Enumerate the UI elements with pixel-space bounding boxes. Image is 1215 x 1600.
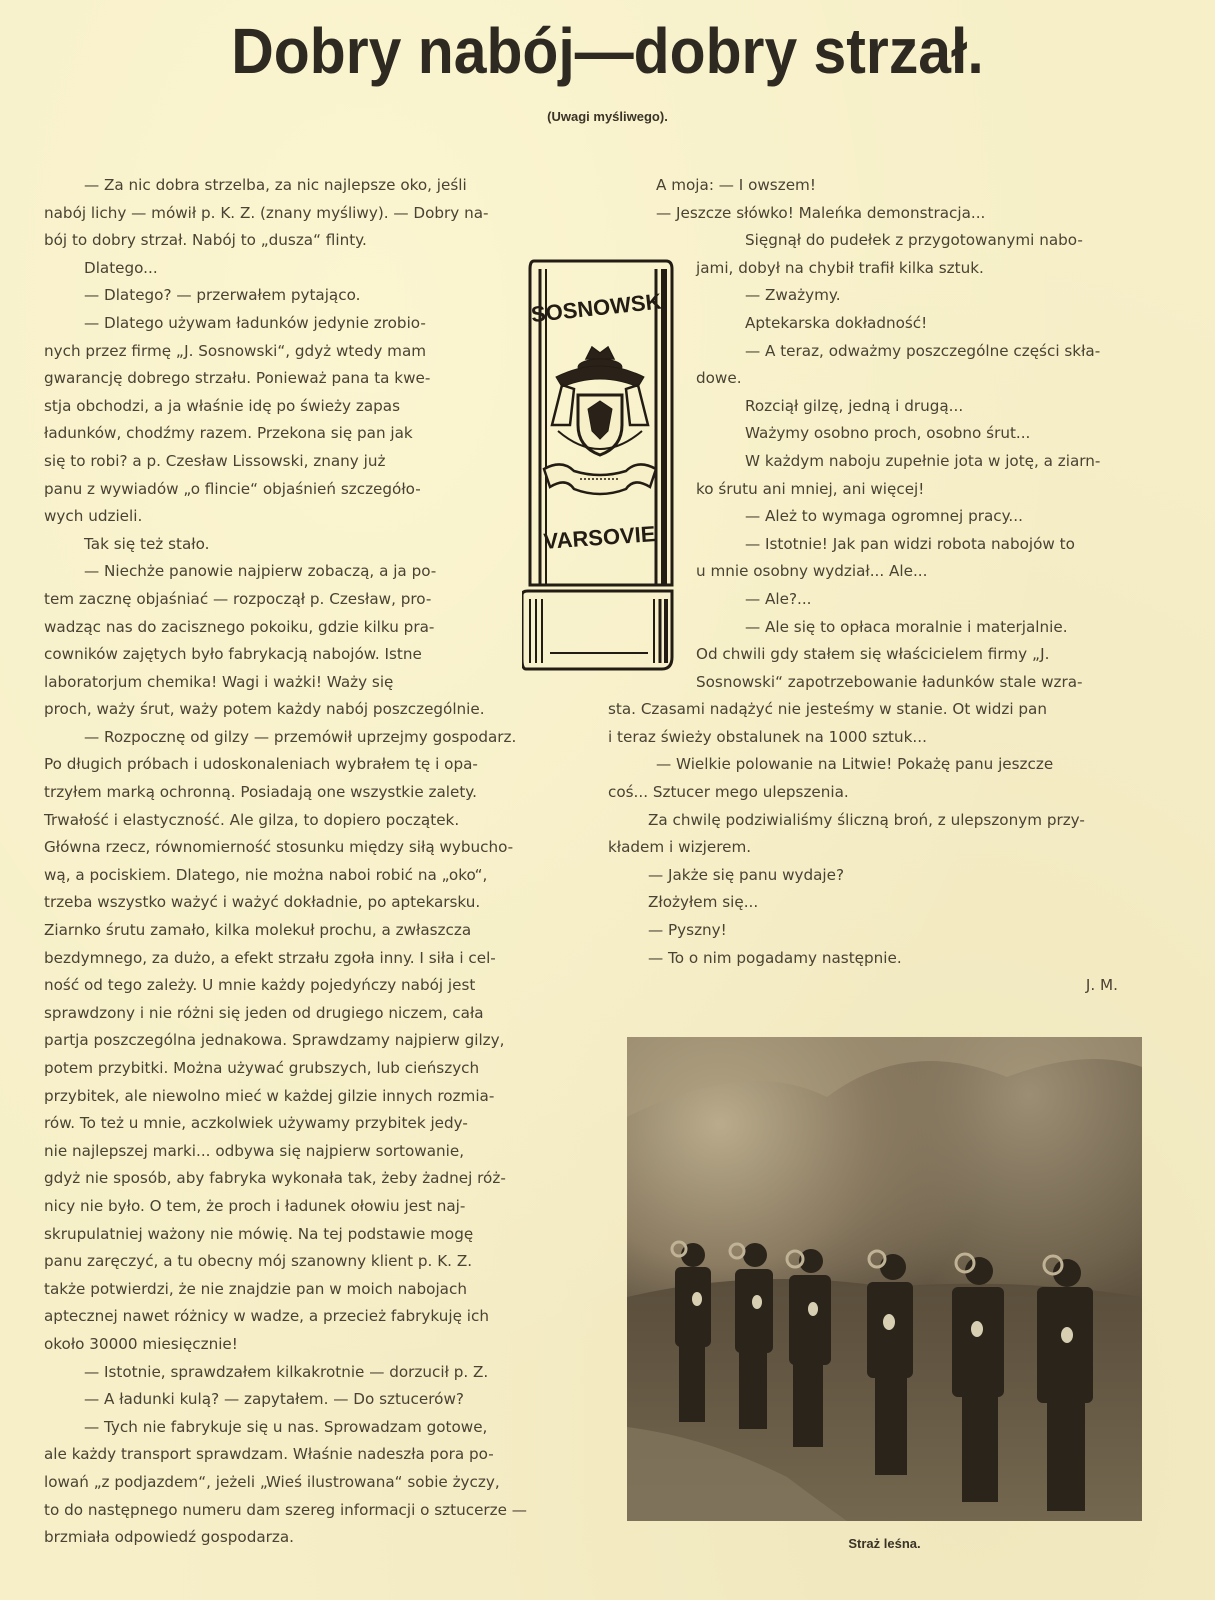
paragraph-line: około 30000 miesięcznie! — [44, 1334, 238, 1353]
hunting-horns — [672, 1242, 1062, 1274]
paragraph-line: Złożyłem się... — [648, 893, 759, 912]
paragraph-line: proch, waży śrut, waży potem każdy nabój poszczególnie. — [44, 700, 485, 719]
paragraph-line: Sosnowski“ zapotrzebowanie ładunków stale wzra- — [696, 672, 1083, 691]
paragraph-line: panu z wywiadów „o flincie“ objaśnień szczegóło- — [44, 479, 421, 498]
paragraph-line: wą, a pociskiem. Dlatego, nie można naboi robić na „oko“, — [44, 865, 488, 884]
paragraph-line: bezdymnego, za dużo, a efekt strzału zgoła inny. I siła i cel- — [44, 948, 496, 967]
paragraph-line: panu zaręczyć, a tu obecny mój szanowny klient p. K. Z. — [44, 1252, 473, 1271]
paragraph-line: brzmiała odpowiedź gospodarza. — [44, 1528, 294, 1547]
cartridge-city-text: VARSOVIE — [542, 521, 657, 554]
paragraph-line: potem przybitki. Można używać grubszych, lub cieńszych — [44, 1059, 480, 1077]
paragraph-line: sta. Czasami nadążyć nie jesteśmy w stanie. Ot widzi pan — [608, 700, 1047, 719]
photo-scene — [627, 1037, 1142, 1521]
article-title: Dobry nabój—dobry strzał. — [231, 15, 984, 87]
paragraph-line: dowe. — [696, 369, 742, 388]
photo-caption: Straż leśna. — [848, 1536, 921, 1551]
paragraph-line: trzyłem marką ochronną. Posiadają one wszystkie zalety. — [44, 783, 477, 802]
paragraph-line: wych udzieli. — [44, 507, 143, 526]
paragraph-line: W każdym naboju zupełnie jota w jotę, a ziarn- — [745, 451, 1101, 470]
paragraph-line: — Jeszcze słówko! Maleńka demonstracja... — [656, 203, 986, 222]
paragraph-line: Ziarnko śrutu zamało, kilka molekuł prochu, a zwłaszcza — [44, 921, 472, 940]
paragraph-line: — Za nic dobra strzelba, za nic najlepsze oko, jeśli — [84, 176, 467, 194]
paragraph-line: Główna rzecz, równomierność stosunku między siłą wybucho- — [44, 838, 514, 857]
paragraph-line: — Zważymy. — [745, 286, 841, 305]
cartridge-brand-text: SOSNOWSKI — [529, 287, 669, 328]
paragraph-line: Od chwili gdy stałem się właścicielem firmy „J. — [696, 645, 1050, 664]
paragraph-line: Dlatego... — [84, 258, 158, 277]
paragraph-line: — Wielkie polowanie na Litwie! Pokażę panu jeszcze — [656, 755, 1054, 774]
paragraph-line: tem zacznę objaśniać — rozpoczął p. Czesław, pro- — [44, 589, 432, 608]
paragraph-line: A moja: — I owszem! — [656, 176, 816, 194]
paragraph-line: nicy nie było. O tem, że proch i ładunek ołowiu jest naj- — [44, 1196, 466, 1215]
paragraph-line: coś... Sztucer mego ulepszenia. — [608, 783, 849, 802]
paragraph-line: — Istotnie! Jak pan widzi robota nabojów to — [745, 534, 1075, 553]
paragraph-line: Rozciął gilzę, jedną i drugą... — [745, 396, 964, 415]
paragraph-line: to do następnego numeru dam szereg informacji o sztucerze — — [44, 1500, 527, 1519]
paragraph-line: — Tych nie fabrykuje się u nas. Sprowadzam gotowe, — [84, 1417, 488, 1436]
paragraph-line: — Rozpocznę od gilzy — przemówił uprzejmy gospodarz. — [84, 727, 517, 746]
paragraph-line: ko śrutu ani mniej, ani więcej! — [696, 479, 925, 498]
paragraph-line: — A ładunki kulą? — zapytałem. — Do sztucerów? — [84, 1390, 464, 1409]
paragraph-line: trzeba wszystko ważyć i ważyć dokładnie, po aptekarsku. — [44, 893, 481, 912]
paragraph-line: — To o nim pogadamy następnie. — [648, 948, 902, 967]
paragraph-line: u mnie osobny wydział... Ale... — [696, 562, 928, 581]
paragraph-line: — Pyszny! — [648, 921, 727, 940]
paragraph-line: — Ależ to wymaga ogromnej pracy... — [745, 507, 1023, 526]
left-column — [44, 172, 589, 1552]
paragraph-line: — Istotnie, sprawdzałem kilkakrotnie — dorzucił p. Z. — [84, 1362, 489, 1381]
paragraph-line: cowników zajętych było fabrykacją nabojów. Istne — [44, 645, 422, 664]
paragraph-line: także potwierdzi, że nie znajdzie pan w moich nabojach — [44, 1279, 467, 1298]
paragraph-line: Sięgnął do pudełek z przygotowanymi nabo- — [745, 231, 1083, 250]
paragraph-line: bój to dobry strzał. Nabój to „dusza“ flinty. — [44, 231, 367, 250]
author-signature: J. M. — [1085, 976, 1118, 995]
paragraph-line: rów. To też u mnie, aczkolwiek używamy przybitek jedy- — [44, 1114, 468, 1133]
paragraph-line: nabój lichy — mówił p. K. Z. (znany myśliwy). — Dobry na- — [44, 203, 489, 222]
paragraph-line: nie najlepszej marki... odbywa się najpierw sortowanie, — [44, 1141, 465, 1160]
paragraph-line: ność od tego zależy. U mnie każdy pojedyńczy nabój jest — [44, 976, 476, 995]
paragraph-line: Za chwilę podziwialiśmy śliczną broń, z ulepszonym przy- — [648, 810, 1085, 829]
paragraph-line: sprawdzony i nie różni się jeden od drugiego niczem, cała — [44, 1003, 484, 1022]
paragraph-line: — Dlatego? — przerwałem pytająco. — [84, 286, 361, 305]
paragraph-line: lowań „z podjazdem“, jeżeli „Wieś ilustrowana“ sobie życzy, — [44, 1472, 500, 1491]
paragraph-line: wadząc nas do zacisznego pokoiku, gdzie kilku pra- — [44, 617, 435, 636]
forest-guard-photo — [627, 1037, 1142, 1521]
paragraph-line: aptecznej nawet różnicy w wadze, a przecież fabrykuję ich — [44, 1307, 489, 1326]
paragraph-line: ładunków, chodźmy razem. Przekona się pan jak — [44, 424, 413, 443]
paragraph-line: — Dlatego używam ładunków jedynie zrobio- — [84, 313, 426, 332]
right-column — [608, 172, 1158, 1000]
paragraph-line: — Ale?... — [745, 589, 812, 608]
paragraph-line: gwarancję dobrego strzału. Ponieważ pana ta kwe- — [44, 369, 431, 388]
paragraph-line: — A teraz, odważmy poszczególne części skła- — [745, 341, 1101, 360]
paragraph-line: stja obchodzi, a ja właśnie idę po świeży zapas — [44, 396, 400, 415]
paragraph-line: nych przez firmę „J. Sosnowski“, gdyż wtedy mam — [44, 341, 427, 360]
paragraph-line: ale każdy transport sprawdzam. Właśnie nadeszła pora po- — [44, 1445, 494, 1464]
paragraph-line: — Jakże się panu wydaje? — [648, 865, 845, 884]
paragraph-line: i teraz świeży obstalunek na 1000 sztuk... — [608, 727, 927, 746]
paragraph-line: Ważymy osobno proch, osobno śrut... — [745, 424, 1031, 443]
article-subtitle: (Uwagi myśliwego). — [547, 109, 668, 124]
paragraph-line: Tak się też stało. — [84, 534, 210, 553]
paragraph-line: partja poszczególna jednakowa. Sprawdzamy najpierw gilzy, — [44, 1031, 505, 1050]
paragraph-line: — Ale się to opłaca moralnie i materjalnie. — [745, 617, 1068, 636]
paragraph-line: jami, dobył na chybił trafił kilka sztuk. — [696, 258, 984, 277]
paragraph-line: się to robi? a p. Czesław Lissowski, znany już — [44, 451, 386, 470]
paragraph-line: Trwałość i elastyczność. Ale gilza, to dopiero początek. — [44, 810, 460, 829]
paragraph-line: gdyż nie sposób, aby fabryka wykonała tak, żeby żadnej róż- — [44, 1169, 506, 1188]
paragraph-line: przybitek, ale niewolno mieć w każdej gilzie innych rozmia- — [44, 1086, 495, 1105]
paragraph-line: laboratorjum chemika! Wagi i ważki! Waży się — [44, 672, 394, 691]
paragraph-line: skrupulatniej ważony nie mówię. Na tej podstawie mogę — [44, 1224, 474, 1243]
paragraph-line: Po długich próbach i udoskonaleniach wybrałem tę i opa- — [44, 755, 478, 774]
paragraph-line: Aptekarska dokładność! — [745, 313, 928, 332]
paragraph-line: kładem i wizjerem. — [608, 838, 752, 857]
paragraph-line: — Niechże panowie najpierw zobaczą, a ja po- — [84, 562, 437, 581]
